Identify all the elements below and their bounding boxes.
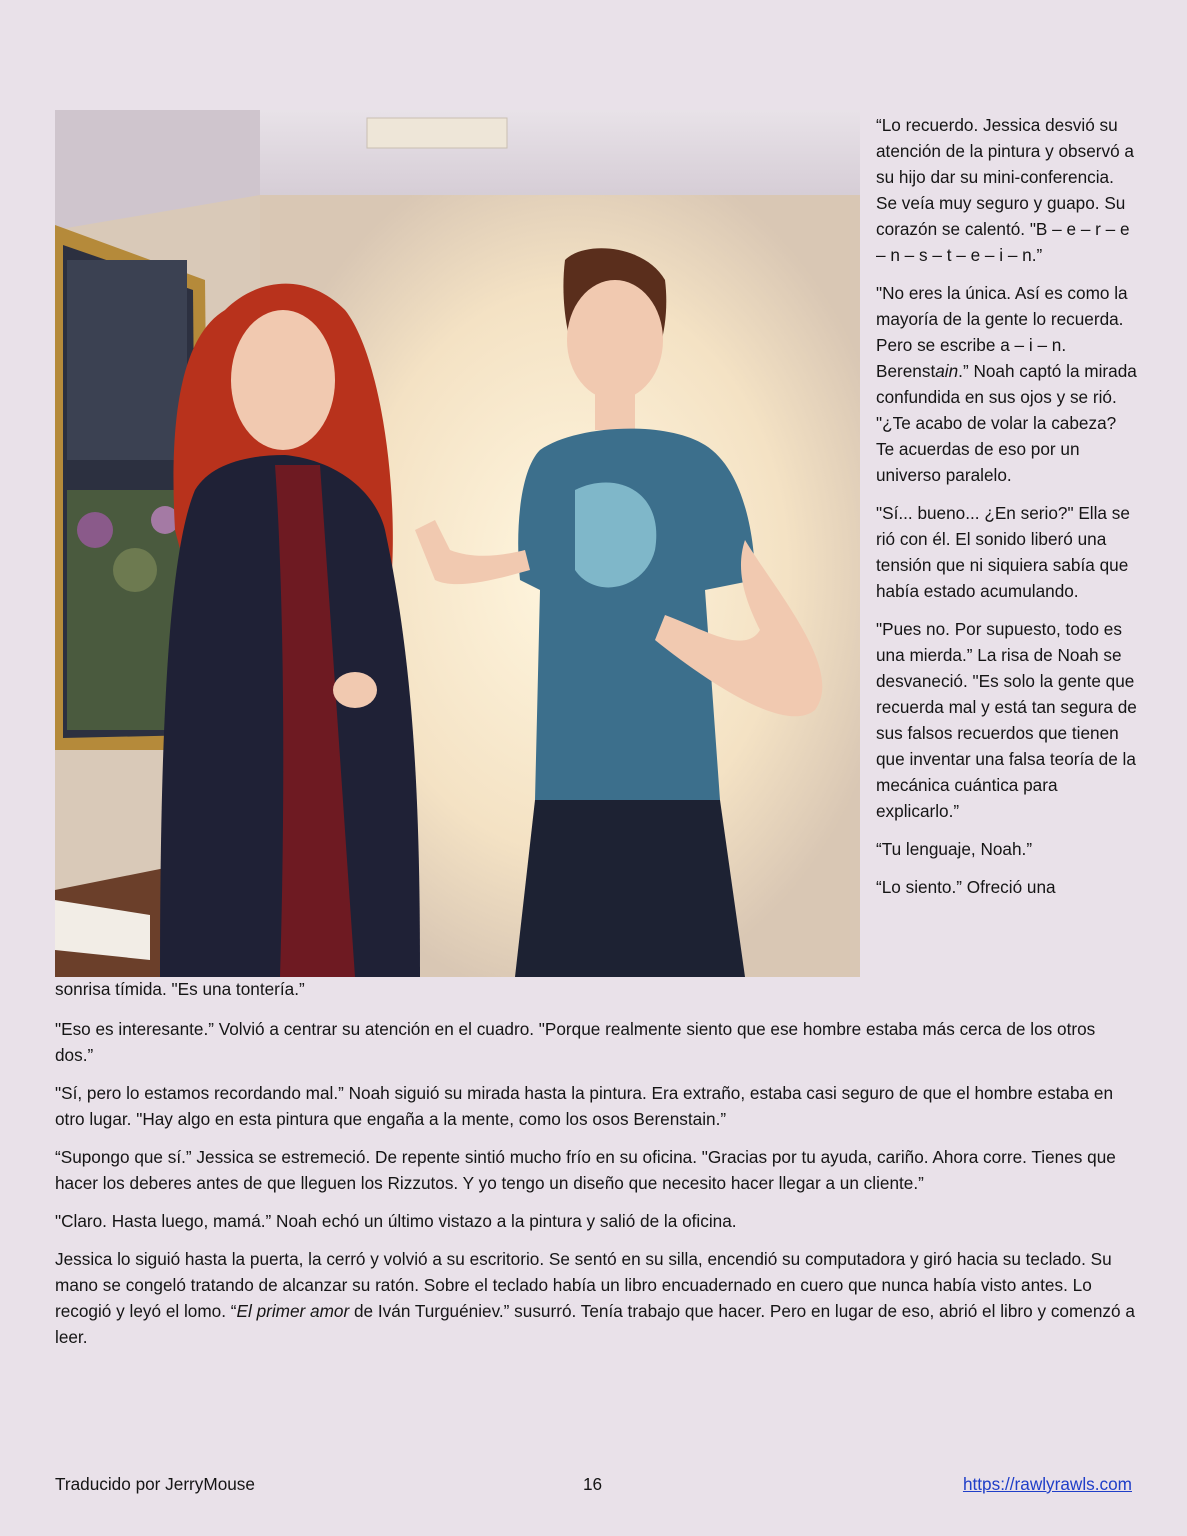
page-footer <box>55 1471 1132 1497</box>
website-link[interactable]: https://rawlyrawls.com <box>962 1474 1132 1494</box>
paragraph-split-start: “Lo siento.” Ofreció una <box>876 877 1056 897</box>
illustration-art <box>55 110 860 977</box>
translator-credit: Traducido por JerryMouse <box>55 1474 255 1494</box>
paragraph: “Lo recuerdo. Jessica desvió su atención de la pintura y observó a su hijo dar su mini-conferencia. Se veía muy seguro y guapo. Su corazón se calentó. "B – e – r – e – n – s – t – e – i – n.” <box>876 115 1134 265</box>
paragraph: "Sí, pero lo estamos recordando mal.” Noah siguió su mirada hasta la pintura. Era extraño, estaba casi seguro de que el hombre estaba en otro lugar. "Hay algo en esta pintura que engaña a la mente, como los osos Berenstain.” <box>55 1083 1114 1129</box>
paragraph-split-end: sonrisa tímida. "Es una tontería.” <box>55 979 305 999</box>
paragraph: "Sí... bueno... ¿En serio?" Ella se rió con él. El sonido liberó una tensión que ni siquiera sabía que había estado acumulando. <box>876 503 1130 601</box>
paragraph: "No eres la única. Así es como la mayoría de la gente lo recuerda. Pero se escribe a – i – n. Berenstain.” Noah captó la mirada confundida en sus ojos y se rió. "¿Te acabo de volar la cabeza? Te acuerdas de eso por un universo paralelo. <box>876 283 1137 485</box>
paragraph: "Claro. Hasta luego, mamá.” Noah echó un último vistazo a la pintura y salió de la oficina. <box>55 1211 737 1231</box>
wide-column-text <box>55 976 1135 1362</box>
paragraph: Jessica lo siguió hasta la puerta, la cerró y volvió a su escritorio. Se sentó en su silla, encendió su computadora y giró hacia su teclado. Su mano se congeló tratando de alcanzar su ratón. Sobre el teclado había un libro encuadernado en cuero que nunca había visto antes. Lo recogió y leyó el lomo. “El primer amor de Iván Turguéniev.” susurró. Tenía trabajo que hacer. Pero en lugar de eso, abrió el libro y comenzó a leer. <box>55 1249 1135 1347</box>
illustration <box>55 110 860 977</box>
paragraph: "Eso es interesante.” Volvió a centrar su atención en el cuadro. "Porque realmente siento que ese hombre estaba más cerca de los otros dos.” <box>55 1019 1096 1065</box>
page-number: 16 <box>583 1474 603 1494</box>
side-column-text <box>876 112 1138 900</box>
paragraph: "Pues no. Por supuesto, todo es una mierda.” La risa de Noah se desvaneció. "Es solo la gente que recuerda mal y está tan segura de sus falsos recuerdos que tienen que inventar una falsa teoría de la mecánica cuántica para explicarlo.” <box>876 619 1137 821</box>
paragraph: “Supongo que sí.” Jessica se estremeció. De repente sintió mucho frío en su oficina. "Gracias por tu ayuda, cariño. Ahora corre. Tienes que hacer los deberes antes de que lleguen los Rizzutos. Y yo tengo un diseño que necesito hacer llegar a un cliente.” <box>55 1147 1116 1193</box>
paragraph: “Tu lenguaje, Noah.” <box>876 839 1033 859</box>
